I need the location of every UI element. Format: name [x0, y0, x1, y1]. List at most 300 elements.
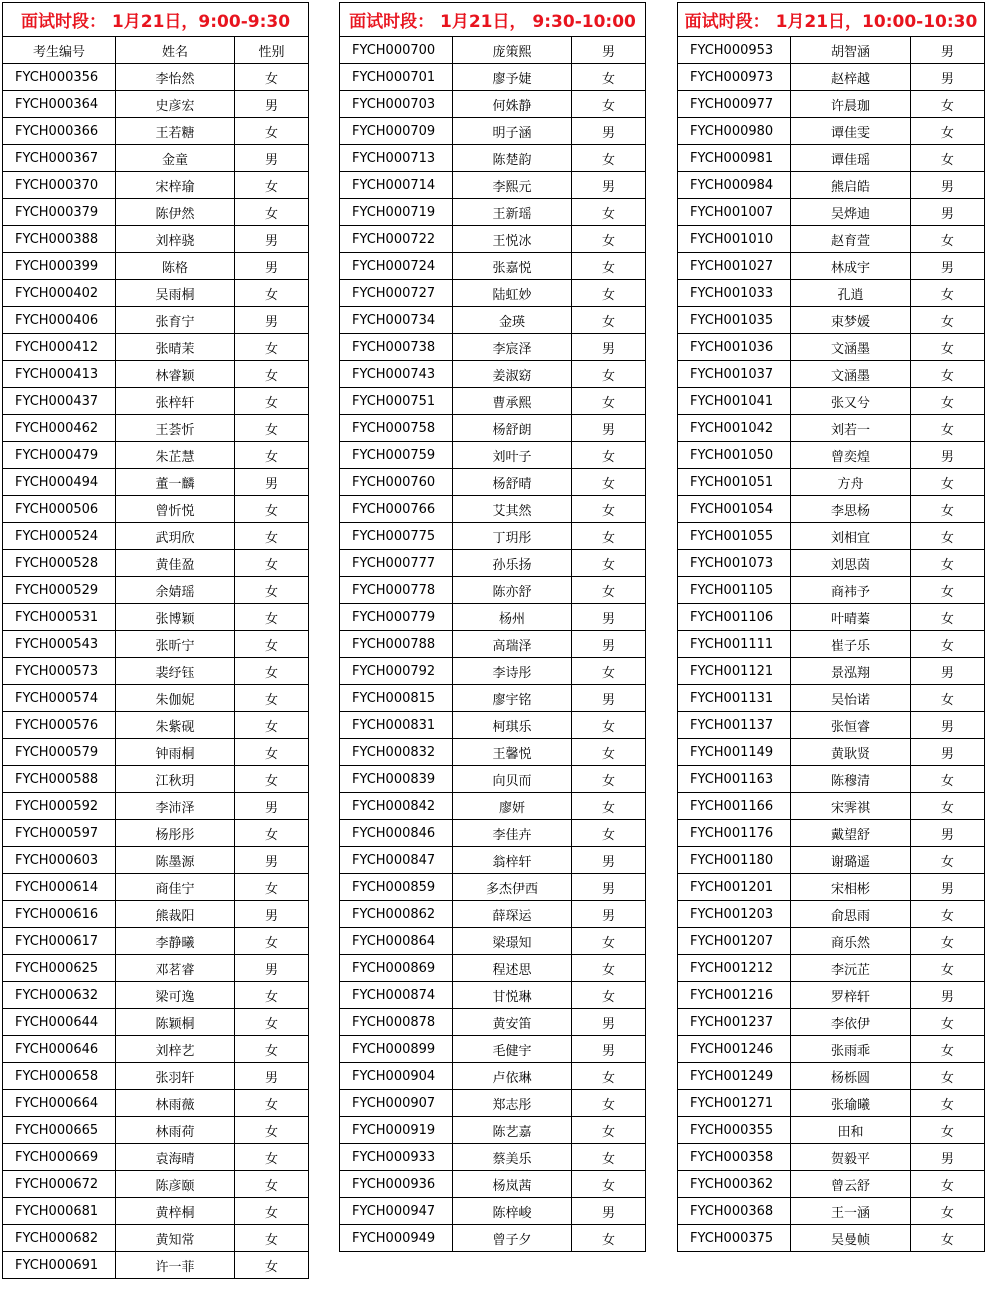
candidate-name: 张梓轩	[116, 388, 235, 415]
candidate-name: 杨彤彤	[116, 820, 235, 847]
schedule-table-3	[677, 2, 985, 1252]
candidate-gender: 女	[910, 1063, 984, 1090]
candidate-name: 李沛泽	[116, 793, 235, 820]
table-row	[340, 766, 646, 793]
table-row	[3, 307, 309, 334]
candidate-name: 杨舒晴	[453, 469, 572, 496]
table-row	[340, 226, 646, 253]
candidate-id: FYCH000832	[340, 739, 453, 766]
candidate-gender: 女	[572, 388, 646, 415]
table-row	[340, 388, 646, 415]
column-header-name: 姓名	[116, 37, 235, 64]
candidate-id: FYCH000494	[3, 469, 116, 496]
candidate-gender: 男	[235, 1063, 309, 1090]
candidate-id: FYCH000543	[3, 631, 116, 658]
table-row	[678, 982, 985, 1009]
candidate-gender: 女	[572, 577, 646, 604]
candidate-gender: 女	[572, 496, 646, 523]
candidate-id: FYCH000399	[3, 253, 116, 280]
table-row	[3, 199, 309, 226]
table-row	[340, 982, 646, 1009]
candidate-name: 张羽轩	[116, 1063, 235, 1090]
table-row	[3, 361, 309, 388]
candidate-id: FYCH000751	[340, 388, 453, 415]
candidate-name: 张育宁	[116, 307, 235, 334]
candidate-id: FYCH001010	[678, 226, 791, 253]
session-panel-2	[339, 2, 646, 1252]
candidate-id: FYCH000953	[678, 37, 791, 64]
candidate-id: FYCH000574	[3, 685, 116, 712]
candidate-gender: 男	[235, 253, 309, 280]
candidate-name: 袁海晴	[116, 1144, 235, 1171]
candidate-name: 宋霁祺	[791, 793, 910, 820]
table-row	[340, 955, 646, 982]
table-row	[678, 1063, 985, 1090]
candidate-name: 曾忻悦	[116, 496, 235, 523]
candidate-gender: 女	[235, 766, 309, 793]
candidate-id: FYCH001271	[678, 1090, 791, 1117]
candidate-gender: 女	[235, 550, 309, 577]
candidate-id: FYCH001035	[678, 307, 791, 334]
table-row	[3, 1036, 309, 1063]
table-row	[678, 334, 985, 361]
table-row	[340, 1009, 646, 1036]
table-row	[678, 523, 985, 550]
candidate-id: FYCH000766	[340, 496, 453, 523]
candidate-gender: 男	[235, 901, 309, 928]
candidate-name: 金童	[116, 145, 235, 172]
candidate-gender: 男	[572, 37, 646, 64]
candidate-name: 史彦宏	[116, 91, 235, 118]
candidate-gender: 女	[910, 91, 984, 118]
table-row	[678, 307, 985, 334]
candidate-name: 商乐然	[791, 928, 910, 955]
candidate-id: FYCH001249	[678, 1063, 791, 1090]
table-row	[340, 685, 646, 712]
candidate-name: 许一菲	[116, 1252, 235, 1279]
candidate-id: FYCH000362	[678, 1171, 791, 1198]
table-row	[340, 847, 646, 874]
candidate-id: FYCH000479	[3, 442, 116, 469]
candidate-name: 张昕宁	[116, 631, 235, 658]
candidate-name: 曾子夕	[453, 1225, 572, 1252]
candidate-gender: 女	[572, 1171, 646, 1198]
candidate-gender: 女	[235, 442, 309, 469]
candidate-name: 黄佳盈	[116, 550, 235, 577]
table-row	[678, 442, 985, 469]
candidate-id: FYCH001041	[678, 388, 791, 415]
candidate-gender: 女	[572, 1225, 646, 1252]
candidate-id: FYCH001163	[678, 766, 791, 793]
candidate-id: FYCH000831	[340, 712, 453, 739]
candidate-gender: 女	[235, 577, 309, 604]
candidate-id: FYCH000597	[3, 820, 116, 847]
candidate-name: 黄耿贤	[791, 739, 910, 766]
session-title: 面试时段： 1月21日，9:00-9:30	[3, 3, 309, 37]
candidate-gender: 女	[572, 64, 646, 91]
candidate-gender: 男	[572, 901, 646, 928]
candidate-id: FYCH000588	[3, 766, 116, 793]
candidate-gender: 女	[910, 334, 984, 361]
table-row	[3, 1171, 309, 1198]
candidate-id: FYCH000658	[3, 1063, 116, 1090]
candidate-id: FYCH000691	[3, 1252, 116, 1279]
candidate-gender: 女	[235, 604, 309, 631]
candidate-gender: 女	[572, 550, 646, 577]
candidate-gender: 女	[910, 901, 984, 928]
table-row	[3, 334, 309, 361]
candidate-id: FYCH001246	[678, 1036, 791, 1063]
candidate-gender: 男	[572, 334, 646, 361]
candidate-gender: 女	[235, 658, 309, 685]
candidate-gender: 男	[572, 847, 646, 874]
table-row	[3, 1225, 309, 1252]
candidate-id: FYCH000703	[340, 91, 453, 118]
table-row	[340, 37, 646, 64]
candidate-name: 谢璐遥	[791, 847, 910, 874]
candidate-name: 廖妍	[453, 793, 572, 820]
candidate-id: FYCH000358	[678, 1144, 791, 1171]
table-row	[340, 793, 646, 820]
candidate-gender: 女	[910, 280, 984, 307]
candidate-name: 陆虹妙	[453, 280, 572, 307]
table-row	[3, 658, 309, 685]
candidate-id: FYCH000665	[3, 1117, 116, 1144]
candidate-name: 王馨悦	[453, 739, 572, 766]
candidate-id: FYCH000573	[3, 658, 116, 685]
candidate-name: 蔡美乐	[453, 1144, 572, 1171]
candidate-gender: 女	[235, 172, 309, 199]
candidate-name: 陈亦舒	[453, 577, 572, 604]
candidate-gender: 男	[235, 145, 309, 172]
table-row	[3, 901, 309, 928]
candidate-id: FYCH000722	[340, 226, 453, 253]
candidate-name: 戴望舒	[791, 820, 910, 847]
candidate-name: 武玥欣	[116, 523, 235, 550]
column-header-id: 考生编号	[3, 37, 116, 64]
table-row	[3, 820, 309, 847]
candidate-name: 多杰伊西	[453, 874, 572, 901]
candidate-id: FYCH001027	[678, 253, 791, 280]
candidate-id: FYCH000947	[340, 1198, 453, 1225]
candidate-gender: 女	[235, 1036, 309, 1063]
candidate-gender: 女	[235, 523, 309, 550]
table-row	[678, 1036, 985, 1063]
candidate-name: 吴曼帧	[791, 1225, 910, 1252]
candidate-name: 王新瑶	[453, 199, 572, 226]
table-row	[678, 64, 985, 91]
candidate-name: 宋梓瑜	[116, 172, 235, 199]
candidate-id: FYCH000904	[340, 1063, 453, 1090]
candidate-gender: 女	[235, 1144, 309, 1171]
candidate-gender: 女	[235, 118, 309, 145]
table-row	[340, 1063, 646, 1090]
candidate-name: 毛健宇	[453, 1036, 572, 1063]
table-row	[3, 280, 309, 307]
candidate-name: 李熙元	[453, 172, 572, 199]
candidate-id: FYCH000617	[3, 928, 116, 955]
candidate-gender: 女	[910, 145, 984, 172]
table-row	[3, 388, 309, 415]
candidate-id: FYCH000846	[340, 820, 453, 847]
candidate-name: 翁梓轩	[453, 847, 572, 874]
candidate-id: FYCH000576	[3, 712, 116, 739]
candidate-gender: 男	[572, 1009, 646, 1036]
candidate-id: FYCH000907	[340, 1090, 453, 1117]
session-title: 面试时段： 1月21日，10:00-10:30	[678, 3, 985, 37]
candidate-gender: 男	[910, 442, 984, 469]
candidate-gender: 女	[235, 280, 309, 307]
table-row	[3, 1198, 309, 1225]
candidate-gender: 男	[910, 37, 984, 64]
table-row	[340, 145, 646, 172]
candidate-gender: 女	[235, 982, 309, 1009]
candidate-id: FYCH000579	[3, 739, 116, 766]
candidate-gender: 女	[572, 712, 646, 739]
candidate-id: FYCH000862	[340, 901, 453, 928]
candidate-id: FYCH000759	[340, 442, 453, 469]
candidate-gender: 女	[235, 1009, 309, 1036]
candidate-gender: 女	[910, 496, 984, 523]
table-row	[3, 469, 309, 496]
candidate-gender: 女	[572, 658, 646, 685]
candidate-gender: 女	[572, 793, 646, 820]
table-row	[3, 631, 309, 658]
candidate-id: FYCH000713	[340, 145, 453, 172]
candidate-id: FYCH000980	[678, 118, 791, 145]
candidate-name: 陈楚韵	[453, 145, 572, 172]
candidate-gender: 女	[572, 766, 646, 793]
candidate-gender: 女	[910, 577, 984, 604]
candidate-name: 江秋玥	[116, 766, 235, 793]
candidate-id: FYCH001207	[678, 928, 791, 955]
table-row	[678, 820, 985, 847]
candidate-name: 田和	[791, 1117, 910, 1144]
table-row	[678, 658, 985, 685]
table-row	[678, 604, 985, 631]
candidate-name: 陈墨源	[116, 847, 235, 874]
candidate-id: FYCH000672	[3, 1171, 116, 1198]
candidate-id: FYCH000743	[340, 361, 453, 388]
candidate-name: 黄梓桐	[116, 1198, 235, 1225]
candidate-id: FYCH000669	[3, 1144, 116, 1171]
candidate-gender: 女	[910, 226, 984, 253]
table-row	[678, 928, 985, 955]
column-header-row	[3, 37, 309, 64]
candidate-name: 李思杨	[791, 496, 910, 523]
table-row	[3, 550, 309, 577]
candidate-name: 孔逍	[791, 280, 910, 307]
table-row	[678, 253, 985, 280]
table-row	[340, 496, 646, 523]
candidate-gender: 女	[910, 118, 984, 145]
table-row	[678, 199, 985, 226]
candidate-name: 刘梓骁	[116, 226, 235, 253]
candidate-gender: 女	[235, 1252, 309, 1279]
candidate-name: 林成宇	[791, 253, 910, 280]
table-row	[340, 415, 646, 442]
candidate-gender: 女	[235, 874, 309, 901]
candidate-name: 陈伊然	[116, 199, 235, 226]
candidate-name: 谭佳瑶	[791, 145, 910, 172]
candidate-gender: 男	[910, 712, 984, 739]
candidate-id: FYCH000859	[340, 874, 453, 901]
candidate-gender: 女	[235, 334, 309, 361]
candidate-gender: 女	[235, 1090, 309, 1117]
candidate-id: FYCH000412	[3, 334, 116, 361]
table-row	[340, 361, 646, 388]
table-row	[3, 145, 309, 172]
candidate-name: 余婧瑶	[116, 577, 235, 604]
candidate-id: FYCH000625	[3, 955, 116, 982]
candidate-gender: 女	[572, 469, 646, 496]
table-row	[678, 1117, 985, 1144]
candidate-name: 向贝而	[453, 766, 572, 793]
candidate-gender: 女	[572, 1144, 646, 1171]
candidate-id: FYCH000874	[340, 982, 453, 1009]
table-row	[340, 442, 646, 469]
table-row	[340, 658, 646, 685]
session-panel-3	[677, 2, 985, 1252]
candidate-name: 张又兮	[791, 388, 910, 415]
candidate-gender: 女	[235, 685, 309, 712]
candidate-id: FYCH000531	[3, 604, 116, 631]
candidate-id: FYCH000758	[340, 415, 453, 442]
candidate-gender: 女	[910, 1117, 984, 1144]
candidate-id: FYCH000869	[340, 955, 453, 982]
candidate-id: FYCH000777	[340, 550, 453, 577]
candidate-gender: 女	[235, 1171, 309, 1198]
table-row	[678, 685, 985, 712]
table-row	[3, 577, 309, 604]
candidate-id: FYCH001137	[678, 712, 791, 739]
candidate-gender: 男	[235, 847, 309, 874]
candidate-id: FYCH000528	[3, 550, 116, 577]
candidate-gender: 女	[572, 1117, 646, 1144]
table-row	[3, 1252, 309, 1279]
session-title: 面试时段： 1月21日， 9:30-10:00	[340, 3, 646, 37]
candidate-name: 金瑛	[453, 307, 572, 334]
table-row	[678, 388, 985, 415]
candidate-name: 谭佳雯	[791, 118, 910, 145]
candidate-name: 薛琛运	[453, 901, 572, 928]
candidate-gender: 女	[235, 388, 309, 415]
candidate-gender: 女	[572, 820, 646, 847]
candidate-id: FYCH000878	[340, 1009, 453, 1036]
candidate-name: 程述思	[453, 955, 572, 982]
table-row	[340, 712, 646, 739]
candidate-name: 熊启皓	[791, 172, 910, 199]
candidate-id: FYCH000864	[340, 928, 453, 955]
candidate-gender: 女	[910, 361, 984, 388]
candidate-name: 廖予婕	[453, 64, 572, 91]
candidate-id: FYCH001216	[678, 982, 791, 1009]
candidate-name: 艾其然	[453, 496, 572, 523]
candidate-name: 刘叶子	[453, 442, 572, 469]
candidate-gender: 女	[910, 685, 984, 712]
table-row	[340, 739, 646, 766]
candidate-gender: 女	[572, 280, 646, 307]
candidate-gender: 男	[572, 415, 646, 442]
candidate-name: 商佳宁	[116, 874, 235, 901]
table-row	[678, 1171, 985, 1198]
candidate-gender: 女	[910, 307, 984, 334]
table-row	[3, 1009, 309, 1036]
candidate-id: FYCH000788	[340, 631, 453, 658]
table-row	[678, 37, 985, 64]
table-row	[3, 91, 309, 118]
candidate-gender: 女	[572, 982, 646, 1009]
table-row	[340, 577, 646, 604]
table-row	[678, 577, 985, 604]
table-row	[340, 1117, 646, 1144]
candidate-gender: 女	[235, 928, 309, 955]
candidate-gender: 女	[910, 1171, 984, 1198]
candidate-id: FYCH001055	[678, 523, 791, 550]
candidate-name: 文涵墨	[791, 334, 910, 361]
candidate-id: FYCH000406	[3, 307, 116, 334]
table-row	[3, 1063, 309, 1090]
table-row	[3, 928, 309, 955]
candidate-id: FYCH000842	[340, 793, 453, 820]
candidate-id: FYCH000727	[340, 280, 453, 307]
candidate-id: FYCH000973	[678, 64, 791, 91]
candidate-gender: 女	[572, 955, 646, 982]
candidate-name: 张恒睿	[791, 712, 910, 739]
table-row	[678, 91, 985, 118]
session-panel-1	[2, 2, 308, 1279]
candidate-name: 明子涵	[453, 118, 572, 145]
candidate-id: FYCH000379	[3, 199, 116, 226]
candidate-name: 刘思茵	[791, 550, 910, 577]
candidate-gender: 女	[572, 226, 646, 253]
candidate-id: FYCH000462	[3, 415, 116, 442]
candidate-name: 董一麟	[116, 469, 235, 496]
table-row	[340, 1198, 646, 1225]
candidate-id: FYCH000356	[3, 64, 116, 91]
candidate-id: FYCH000366	[3, 118, 116, 145]
candidate-id: FYCH000734	[340, 307, 453, 334]
table-row	[340, 280, 646, 307]
candidate-name: 王若糖	[116, 118, 235, 145]
candidate-id: FYCH001073	[678, 550, 791, 577]
candidate-name: 杨栎圆	[791, 1063, 910, 1090]
candidate-id: FYCH000709	[340, 118, 453, 145]
candidate-name: 梁璟知	[453, 928, 572, 955]
candidate-gender: 女	[235, 1117, 309, 1144]
candidate-id: FYCH000368	[678, 1198, 791, 1225]
candidate-gender: 男	[910, 739, 984, 766]
table-row	[340, 253, 646, 280]
candidate-gender: 女	[572, 91, 646, 118]
candidate-id: FYCH001131	[678, 685, 791, 712]
candidate-name: 柯琪乐	[453, 712, 572, 739]
candidate-id: FYCH001149	[678, 739, 791, 766]
candidate-name: 杨舒朗	[453, 415, 572, 442]
candidate-gender: 女	[910, 388, 984, 415]
candidate-id: FYCH000792	[340, 658, 453, 685]
table-row	[3, 739, 309, 766]
candidate-id: FYCH001121	[678, 658, 791, 685]
candidate-gender: 女	[235, 199, 309, 226]
candidate-id: FYCH000355	[678, 1117, 791, 1144]
table-row	[340, 523, 646, 550]
candidate-id: FYCH001106	[678, 604, 791, 631]
table-row	[3, 874, 309, 901]
candidate-gender: 女	[572, 145, 646, 172]
candidate-id: FYCH000949	[340, 1225, 453, 1252]
table-row	[678, 874, 985, 901]
